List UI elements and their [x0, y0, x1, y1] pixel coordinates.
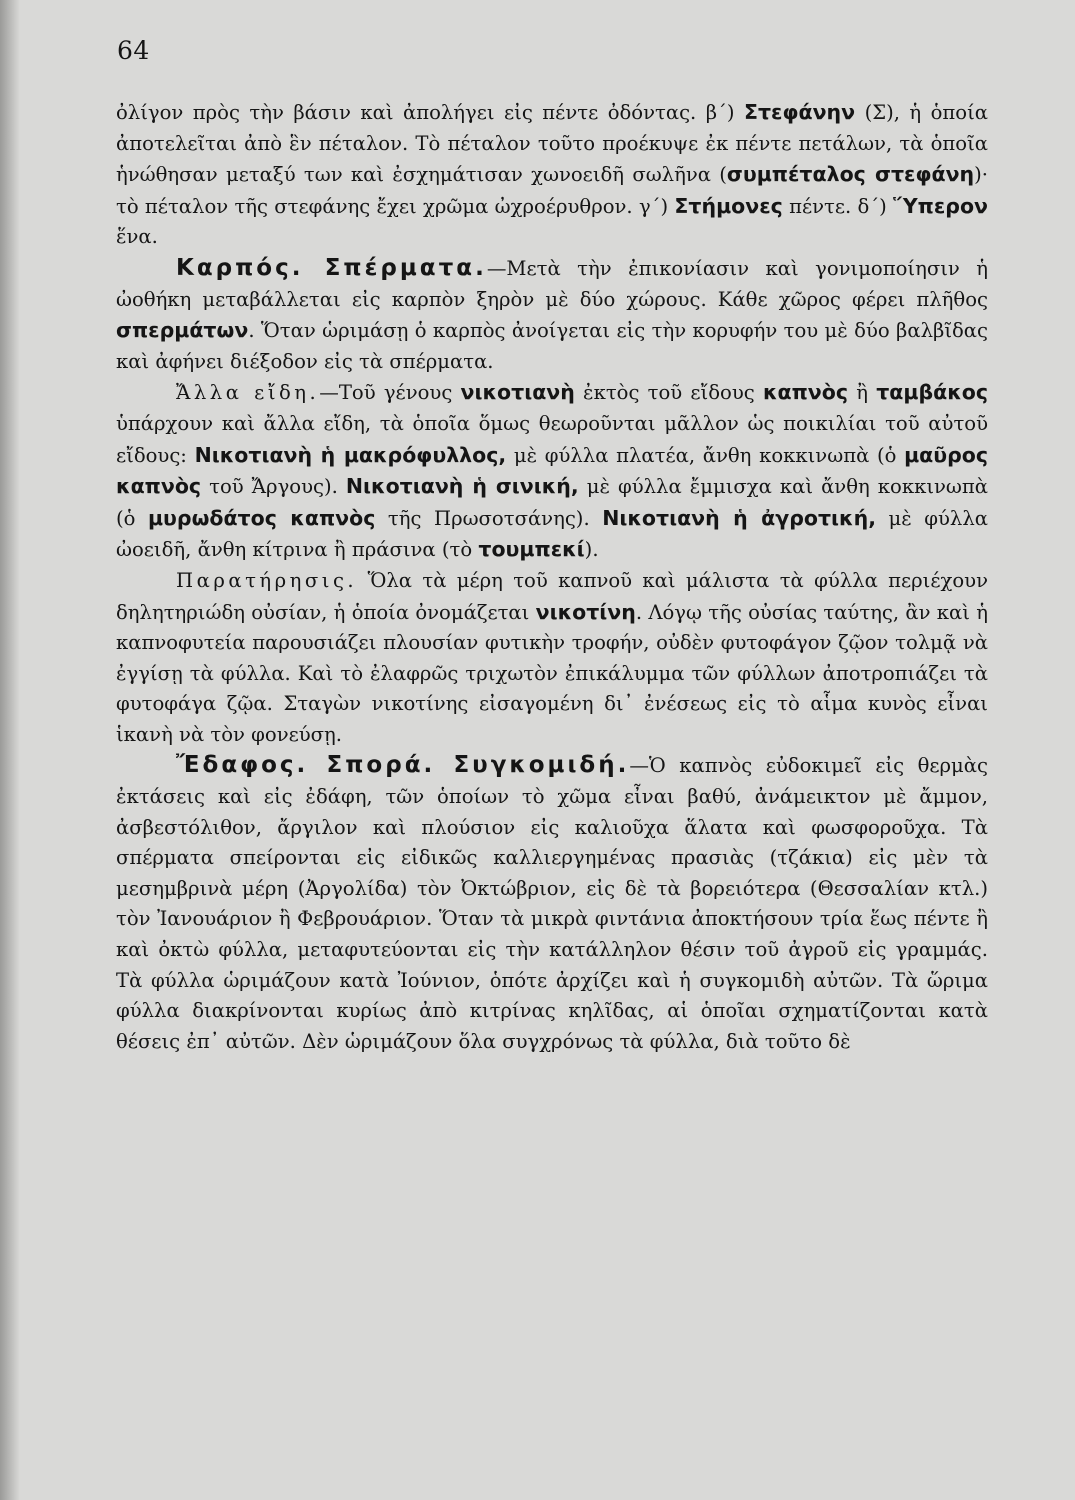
text-run: Ὅλα τὰ μέρη τοῦ καπνοῦ καὶ μάλιστα τὰ φύλλα περιέχουν δηλητηριώδη οὐσίαν, ἡ ὁποία ὀνομάζεται [116, 568, 988, 624]
text-run: —Μετὰ τὴν ἐπικονίασιν καὶ γονιμοποίησιν ἡ ὠοθήκη μεταβάλλεται εἰς καρπὸν ξηρὸν μὲ δύο χώρους. Κάθε χῶρος φέρει πλῆθος [116, 256, 988, 311]
paragraph-soil-sowing-harvest [116, 750, 988, 1057]
text-run: ἕνα. [116, 225, 158, 249]
emphasized-term: σπερμάτων [116, 318, 249, 343]
paragraph-fruit-seeds [116, 253, 988, 377]
text-run: μὲ φύλλα ἔμμισχα καὶ ἄνθη κοκκινωπὰ (ὁ [116, 475, 988, 530]
emphasized-term: νικοτίνη [535, 599, 636, 624]
paragraph-other-species [116, 377, 988, 566]
emphasized-term: ταμβάκος [876, 380, 988, 405]
text-run: ). [584, 538, 599, 562]
emphasized-term: Παρατήρησις. [176, 568, 358, 592]
body-text [116, 97, 988, 1057]
text-run: . Λόγῳ τῆς οὐσίας ταύτης, ἂν καὶ ἡ καπνοφυτεία παρουσιάζει πλουσίαν φυτικὴν τροφήν, οὐδὲν φυτοφάγον ζῷον τολμᾷ νὰ ἐγγίσῃ τὰ φύλλα. Καὶ τὸ ἐλαφρῶς τριχωτὸν ἐπικάλυμμα τῶν φύλλων ἀποτροπιάζει τὰ φυτοφάγα ζῷα. Σταγὼν νικοτίνης εἰσαγομένη δι᾽ ἐνέσεως εἰς τὸ αἷμα κυνὸς εἶναι ἱκανὴ νὰ τὸν φονεύσῃ. [116, 600, 988, 746]
text-run: τῆς Πρωσοτσάνης). [375, 506, 603, 530]
text-run: )· τὸ πέταλον τῆς στεφάνης ἔχει χρῶμα ὠχροέρυθρον. γ΄) [116, 163, 988, 218]
text-run: (Σ), ἡ ὁποία ἀποτελεῖται ἀπὸ ἓν πέταλον. Τὸ πέταλον τοῦτο προέκυψε ἐκ πέντε πετάλων, τὰ ὁποῖα ἡνώθησαν μεταξύ των καὶ ἐσχημάτισαν χωνοειδῆ σωλῆνα ( [116, 101, 988, 187]
text-run: —Ὁ καπνὸς εὐδοκιμεῖ εἰς θερμὰς ἐκτάσεις καὶ εἰς ἐδάφη, τῶν ὁποίων τὸ χῶμα εἶναι βαθύ, ἀνάμεικτον μὲ ἄμμον, ἀσβεστόλιθον, ἄργιλον καὶ πλούσιον εἰς καλιοῦχα ἅλατα καὶ φωσφοροῦχα. Τὰ σπέρματα σπείρονται εἰς εἰδικῶς καλλιεργημένας πρασιὰς (τζάκια) εἰς μὲν τὰ μεσημβρινὰ μέρη (Ἀργολίδα) τὸν Ὀκτώβριον, εἰς δὲ τὰ βορειότερα (Θεσσαλίαν κτλ.) τὸν Ἰανουάριον ἢ Φεβρουάριον. Ὅταν τὰ μικρὰ φιντάνια ἀποκτήσουν τρία ἕως πέντε ἢ καὶ ὀκτὼ φύλλα, μεταφυτεύονται εἰς τὴν κατάλληλον θέσιν τοῦ ἀγροῦ εἰς γραμμάς. Τὰ φύλλα ὡριμάζουν κατὰ Ἰούνιον, ὁπότε ἀρχίζει καὶ ἡ συγκομιδὴ αὐτῶν. Τὰ ὥριμα φύλλα διακρίνονται κυρίως ἀπὸ κιτρίνας κηλῖδας, αἱ ὁποῖαι σχηματίζονται κατὰ θέσεις ἐπ᾽ αὐτῶν. Δὲν ὡριμάζουν ὅλα συγχρόνως τὰ φύλλα, διὰ τοῦτο δὲ [116, 754, 988, 1053]
text-run: ὀλίγον πρὸς τὴν βάσιν καὶ ἀπολήγει εἰς πέντε ὀδόντας. β΄) [116, 101, 744, 124]
text-run: τοῦ Ἄργους). [201, 475, 346, 499]
text-run: ὑπάρχουν καὶ ἄλλα εἴδη, τὰ ὁποῖα ὅμως θεωροῦνται μᾶλλον ὡς ποικιλίαι τοῦ αὐτοῦ εἴδους: [116, 411, 988, 467]
text-run: μὲ φύλλα πλατέα, ἄνθη κοκκινωπὰ (ὁ [506, 443, 905, 467]
text-run: μὲ φύλλα ὠοειδῆ, ἄνθη κίτρινα ἢ πράσινα (τὸ [116, 506, 988, 562]
emphasized-term: Καρπός. Σπέρματα. [176, 254, 487, 281]
emphasized-term: Νικοτιανὴ ἡ μακρόφυλλος, [194, 442, 507, 467]
emphasized-term: συμπέταλος στεφάνη [726, 162, 975, 187]
emphasized-term: Νικοτιανὴ ἡ σινική, [345, 474, 579, 499]
emphasized-term: μυρωδάτος καπνὸς [147, 505, 376, 530]
emphasized-term: Ἄλλα εἴδη. [176, 381, 320, 405]
emphasized-term: Νικοτιανὴ ἡ ἀγροτική, [602, 505, 876, 530]
emphasized-term: καπνὸς [762, 380, 849, 405]
emphasized-term: μαῦρος καπνὸς [116, 442, 988, 499]
emphasized-term: νικοτιανὴ [460, 380, 575, 405]
page-number: 64 [117, 36, 150, 65]
page-edge-shadow [0, 0, 20, 1500]
text-run: . Ὅταν ὡριμάσῃ ὁ καρπὸς ἀνοίγεται εἰς τὴν κορυφήν του μὲ δύο βαλβῖδας καὶ ἀφήνει διέξοδον εἰς τὰ σπέρματα. [116, 319, 988, 373]
emphasized-term: Ἔδαφος. Σπορά. Συγκομιδή. [176, 752, 630, 779]
emphasized-term: Στήμονες [674, 193, 783, 218]
emphasized-term: τουμπεκί [478, 537, 585, 562]
emphasized-term: Ὕπερον [893, 193, 988, 218]
text-run: πέντε. δ΄) [782, 194, 894, 218]
paragraph-flower-parts [116, 97, 988, 253]
emphasized-term: Στεφάνην [743, 100, 856, 124]
paragraph-observation [116, 566, 988, 751]
text-run: ἐκτὸς τοῦ εἴδους [574, 381, 763, 405]
text-run: ἢ [848, 381, 877, 405]
text-run: —Τοῦ γένους [319, 381, 461, 405]
